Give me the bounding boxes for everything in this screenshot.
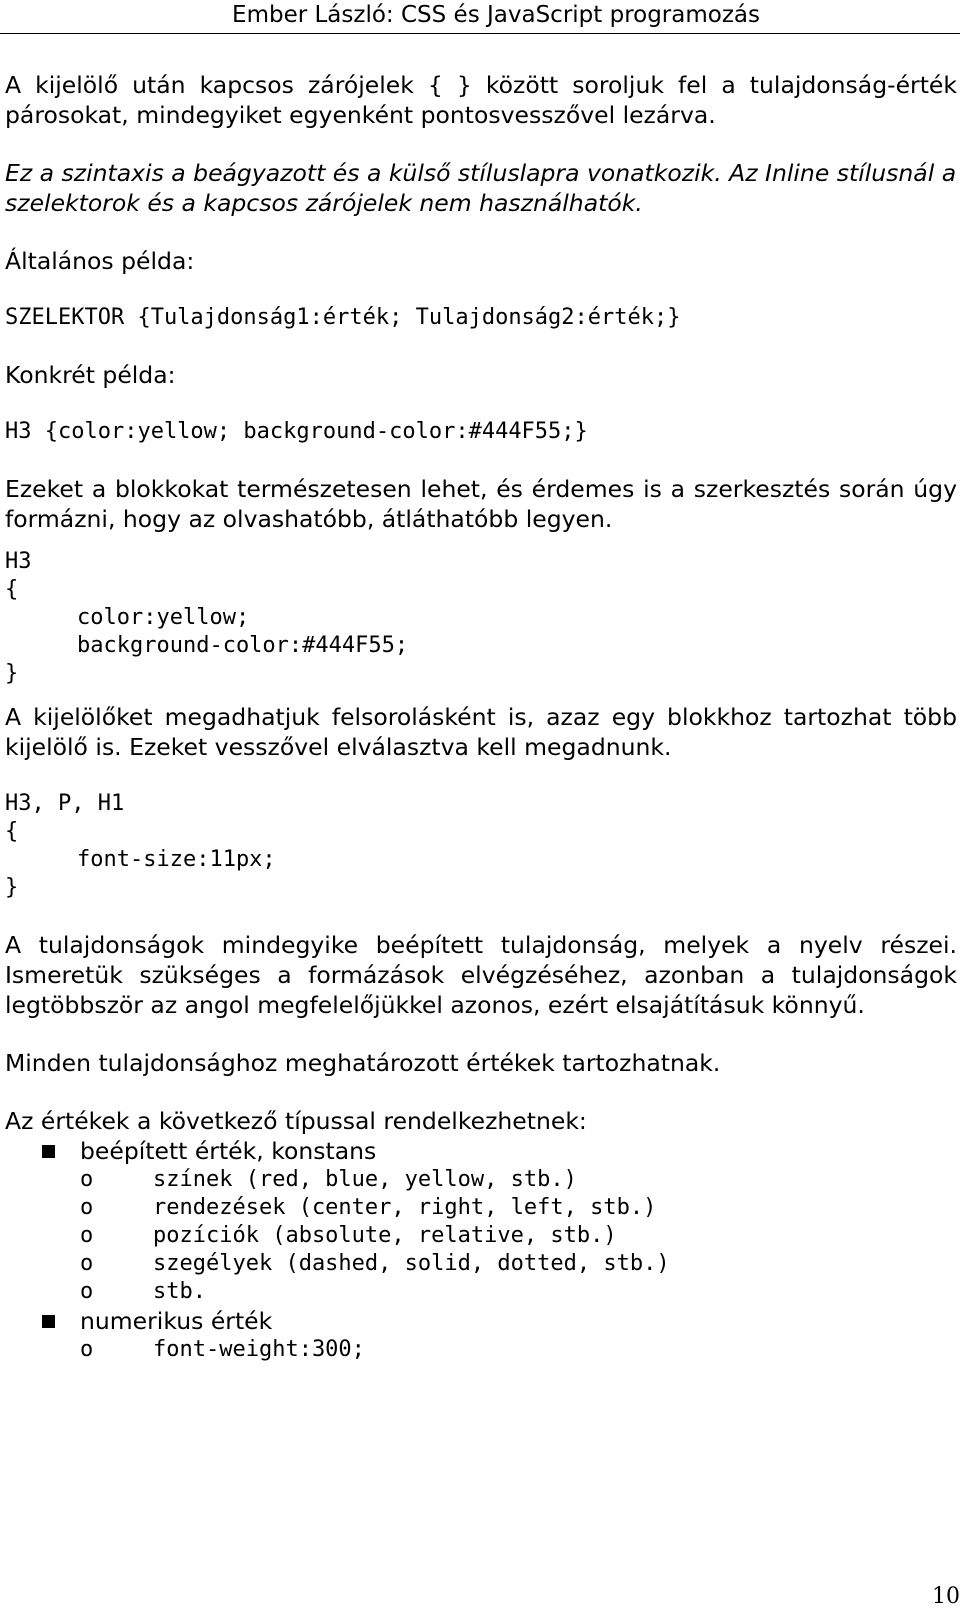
code-line: { <box>5 819 19 844</box>
page-content <box>5 70 957 1364</box>
code-block-2 <box>5 790 957 902</box>
circle-bullet-icon: o <box>80 1167 94 1192</box>
sub-list <box>80 1336 957 1364</box>
code-line: { <box>5 577 19 602</box>
list-item <box>5 1136 957 1306</box>
paragraph-2: Ez a szintaxis a beágyazott és a külső stíluslapra vonatkozik. Az Inline stílusnál a szelektorok és a kapcsos zárójelek nem használhatók. <box>5 159 957 217</box>
sub-list-item: o szegélyek (dashed, solid, dotted, stb.) <box>80 1251 670 1276</box>
paragraph-1: A kijelölő után kapcsos zárójelek { } között soroljuk fel a tulajdonság-érték párosokat, mindegyiket egyenként pontosvesszővel lezárva. <box>5 71 957 129</box>
general-example-code: SZELEKTOR {Tulajdonság1:érték; Tulajdonság2:érték;} <box>5 305 681 330</box>
list-item-label: numerikus érték <box>80 1307 273 1335</box>
list-item <box>5 1306 957 1364</box>
circle-bullet-icon: o <box>80 1279 94 1304</box>
list-item-label: beépített érték, konstans <box>80 1137 377 1165</box>
square-bullet-icon <box>42 1145 55 1158</box>
concrete-example-label: Konkrét példa: <box>5 361 176 389</box>
circle-bullet-icon: o <box>80 1195 94 1220</box>
paragraph-3: Ezeket a blokkokat természetesen lehet, és érdemes is a szerkesztés során úgy formázni, hogy az olvashatóbb, átláthatóbb legyen. <box>5 475 957 533</box>
code-line: H3, P, H1 <box>5 791 125 816</box>
page-number: 10 <box>932 1584 960 1609</box>
page-header <box>0 0 960 34</box>
circle-bullet-icon: o <box>80 1337 94 1362</box>
square-bullet-icon <box>42 1315 55 1328</box>
code-block-1 <box>5 548 957 688</box>
value-types-list <box>5 1136 957 1364</box>
circle-bullet-icon: o <box>80 1251 94 1276</box>
header-title: Ember László: CSS és JavaScript programozás <box>232 2 760 28</box>
sub-list-item: o font-weight:300; <box>80 1337 365 1362</box>
sub-list <box>80 1166 957 1306</box>
code-line: font-size:11px; <box>77 847 276 872</box>
paragraph-4: A kijelölőket megadhatjuk felsorolásként is, azaz egy blokkhoz tartozhat több kijelölő is. Ezeket vesszővel elválasztva kell megadnunk. <box>5 703 957 761</box>
code-line: H3 <box>5 549 32 574</box>
code-line: color:yellow; <box>77 605 250 630</box>
paragraph-6: Minden tulajdonsághoz meghatározott értékek tartozhatnak. <box>5 1049 721 1077</box>
sub-list-item: o stb. <box>80 1279 206 1304</box>
sub-list-item: o pozíciók (absolute, relative, stb.) <box>80 1223 617 1248</box>
paragraph-7: Az értékek a következő típussal rendelkezhetnek: <box>5 1107 587 1135</box>
sub-list-item: o rendezések (center, right, left, stb.) <box>80 1195 657 1220</box>
concrete-example-code: H3 {color:yellow; background-color:#444F55;} <box>5 419 588 444</box>
code-line: } <box>5 661 19 686</box>
general-example-label: Általános példa: <box>5 247 195 275</box>
circle-bullet-icon: o <box>80 1223 94 1248</box>
sub-list-item: o színek (red, blue, yellow, stb.) <box>80 1167 577 1192</box>
code-line: background-color:#444F55; <box>77 633 409 658</box>
paragraph-5: A tulajdonságok mindegyike beépített tulajdonság, melyek a nyelv részei. Ismeretük szükséges a formázások elvégzéséhez, azonban a tulajdonságok legtöbbször az angol megfelelőjükkel azonos, ezért elsajátításuk könnyű. <box>5 931 957 1019</box>
code-line: } <box>5 875 19 900</box>
